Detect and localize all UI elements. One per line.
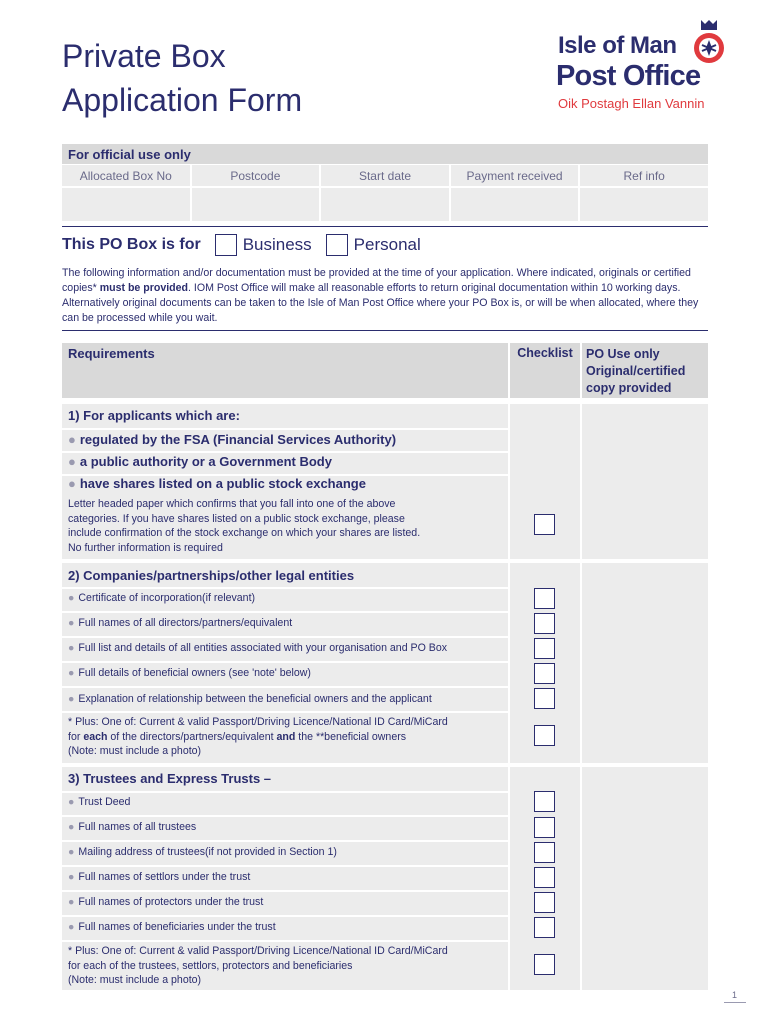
po-use-line-2: Original/certified bbox=[586, 364, 686, 378]
section-3-bullet: ● Full names of protectors under the trust bbox=[68, 896, 264, 908]
po-use-cell[interactable] bbox=[582, 404, 708, 559]
section-2-bullet: ● Certificate of incorporation(if relevant) bbox=[68, 592, 256, 604]
section-3-checkbox[interactable] bbox=[534, 867, 555, 888]
personal-checkbox[interactable] bbox=[326, 234, 348, 256]
section-2-checkbox[interactable] bbox=[534, 663, 555, 684]
section-2-checkbox[interactable] bbox=[534, 638, 555, 659]
box-for-label: This PO Box is for bbox=[62, 236, 201, 253]
col-allocated-box: Allocated Box No bbox=[62, 165, 192, 186]
divider bbox=[62, 330, 708, 331]
section-2-bullet: ● Full names of all directors/partners/equivalent bbox=[68, 617, 293, 629]
section-2-checkbox[interactable] bbox=[534, 613, 555, 634]
title-line-2: Application Form bbox=[62, 82, 303, 118]
section-2-bullet: ● Explanation of relationship between the beneficial owners and the applicant bbox=[68, 693, 432, 705]
official-use-columns bbox=[62, 164, 708, 186]
section-3-checkbox[interactable] bbox=[534, 842, 555, 863]
checklist-heading: Checklist bbox=[510, 343, 580, 398]
section-1-bullet: ● a public authority or a Government Body bbox=[68, 454, 332, 469]
page-title bbox=[62, 34, 302, 122]
section-2-checkbox[interactable] bbox=[534, 688, 555, 709]
divider bbox=[62, 451, 508, 453]
intro-paragraph bbox=[62, 266, 712, 326]
intro-bold: must be provided bbox=[99, 282, 188, 294]
divider bbox=[62, 611, 508, 613]
business-label: Business bbox=[242, 235, 312, 254]
crest-icon bbox=[691, 18, 727, 66]
section-3 bbox=[62, 767, 708, 990]
section-1-bullet: ● have shares listed on a public stock exchange bbox=[68, 476, 366, 491]
section-3-title: 3) Trustees and Express Trusts – bbox=[68, 771, 272, 786]
section-3-checkbox[interactable] bbox=[534, 791, 555, 812]
section-3-bullet: ● Full names of all trustees bbox=[68, 821, 197, 833]
divider bbox=[62, 226, 708, 227]
col-start-date: Start date bbox=[321, 165, 451, 186]
po-use-heading bbox=[582, 343, 708, 398]
section-1-bullet: ● regulated by the FSA (Financial Services Authority) bbox=[68, 432, 397, 447]
logo-line-2: Post Office bbox=[556, 60, 701, 92]
cell-payment-received[interactable] bbox=[451, 188, 581, 221]
divider bbox=[62, 815, 508, 817]
post-office-logo bbox=[556, 18, 731, 113]
logo-line-3: Oik Postagh Ellan Vannin bbox=[558, 96, 705, 111]
po-use-cell[interactable] bbox=[582, 563, 708, 763]
cell-allocated-box[interactable] bbox=[62, 188, 192, 221]
section-3-bullet: ● Mailing address of trustees(if not provided in Section 1) bbox=[68, 846, 337, 858]
section-1 bbox=[62, 404, 708, 559]
po-use-line-1: PO Use only bbox=[586, 347, 660, 361]
section-3-checkbox[interactable] bbox=[534, 892, 555, 913]
col-postcode: Postcode bbox=[192, 165, 322, 186]
section-2-bullet: ● Full details of beneficial owners (see 'note' below) bbox=[68, 667, 311, 679]
intro-part-2: . IOM Post Office will make all reasonable efforts to return original documentation within 10 working days. Alternatively original documents can be taken to the Isle of Man Post Office where your PO Box is, or will be when allocated, where they can be processed while you wait. bbox=[62, 282, 699, 324]
official-use-heading: For official use only bbox=[62, 144, 708, 164]
section-1-note: Letter headed paper which confirms that you fall into one of the above categories. If you have shares listed on a public stock exchange, please include confirmation of the stock exchange on which your shares are listed. No further information is required bbox=[68, 498, 421, 554]
divider bbox=[62, 840, 508, 842]
logo-line-1: Isle of Man bbox=[558, 32, 677, 59]
divider bbox=[62, 661, 508, 663]
business-checkbox[interactable] bbox=[215, 234, 237, 256]
requirements-table bbox=[62, 343, 708, 398]
divider bbox=[62, 686, 508, 688]
section-2-note: * Plus: One of: Current & valid Passport/Driving Licence/National ID Card/MiCard for each of the directors/partners/equivalent and the **beneficial owners (Note: must include a photo) bbox=[68, 716, 448, 757]
section-2-title: 2) Companies/partnerships/other legal entities bbox=[68, 568, 355, 583]
title-line-1: Private Box bbox=[62, 38, 226, 74]
personal-label: Personal bbox=[353, 235, 421, 254]
section-3-checkbox[interactable] bbox=[534, 917, 555, 938]
divider bbox=[62, 711, 508, 713]
divider bbox=[62, 940, 508, 942]
section-3-checkbox[interactable] bbox=[534, 954, 555, 975]
divider bbox=[724, 1002, 746, 1003]
section-1-checkbox[interactable] bbox=[534, 514, 555, 535]
intro-part-1: The following information and/or documentation must be provided at the time of your application. Where indicated, originals or certified copies* bbox=[62, 267, 691, 294]
page-number: 1 bbox=[732, 990, 738, 1000]
section-2 bbox=[62, 563, 708, 763]
divider bbox=[62, 791, 508, 793]
section-1-title: 1) For applicants which are: bbox=[68, 408, 240, 423]
requirements-header bbox=[62, 343, 708, 398]
divider bbox=[62, 587, 508, 589]
official-use-table bbox=[62, 144, 708, 221]
po-use-line-3: copy provided bbox=[586, 381, 672, 395]
po-use-cell[interactable] bbox=[582, 767, 708, 990]
requirements-heading: Requirements bbox=[62, 343, 508, 398]
divider bbox=[62, 865, 508, 867]
cell-ref-info[interactable] bbox=[580, 188, 708, 221]
section-3-checkbox[interactable] bbox=[534, 817, 555, 838]
divider bbox=[62, 428, 508, 430]
col-ref-info: Ref info bbox=[623, 169, 665, 183]
official-use-cells bbox=[62, 188, 708, 221]
section-3-bullet: ● Full names of beneficiaries under the trust bbox=[68, 921, 276, 933]
section-3-note: * Plus: One of: Current & valid Passport/Driving Licence/National ID Card/MiCard for each of the trustees, settlors, protectors and beneficiaries (Note: must include a photo) bbox=[68, 945, 448, 986]
section-3-bullet: ● Full names of settlors under the trust bbox=[68, 871, 251, 883]
section-2-checkbox[interactable] bbox=[534, 588, 555, 609]
col-payment-received: Payment received bbox=[451, 165, 581, 186]
section-2-checkbox[interactable] bbox=[534, 725, 555, 746]
box-for-row bbox=[62, 232, 435, 258]
divider bbox=[62, 636, 508, 638]
cell-start-date[interactable] bbox=[321, 188, 451, 221]
divider bbox=[62, 915, 508, 917]
cell-postcode[interactable] bbox=[192, 188, 322, 221]
section-3-bullet: ● Trust Deed bbox=[68, 796, 131, 808]
section-2-bullet: ● Full list and details of all entities associated with your organisation and PO Box bbox=[68, 642, 448, 654]
divider bbox=[62, 890, 508, 892]
